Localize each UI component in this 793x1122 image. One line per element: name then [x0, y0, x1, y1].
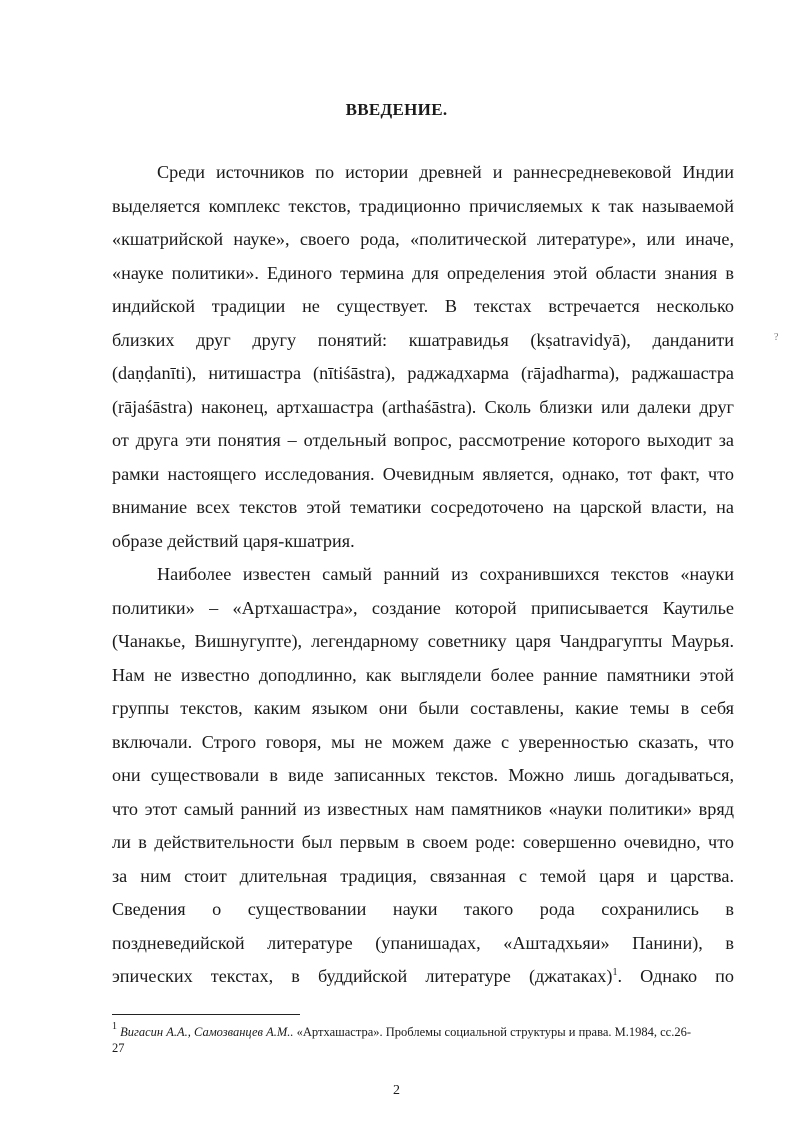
text-line: «науке политики». Единого термина для определения этой области знания в — [112, 262, 734, 283]
page-number: 2 — [393, 1083, 400, 1098]
paragraph-2-last-line — [112, 960, 734, 994]
text-line: они существовали в виде записанных текстов. Можно лишь догадываться, — [112, 765, 734, 785]
text-line: ли в действительности был первым в своем роде: совершенно очевидно, что — [112, 832, 734, 852]
text-line: группы текстов, каким языком они были составлены, какие темы в себя — [112, 698, 734, 718]
margin-mark: ? — [774, 332, 779, 343]
footnote-reference[interactable]: 1 — [612, 967, 618, 978]
text-line: от друга эти понятия – отдельный вопрос, рассмотрение которого выходит за — [112, 430, 734, 450]
text-line: поздневедийской литературе (упанишадах, «Аштадхьяи» Панини), в — [112, 932, 734, 953]
page-title: ВВЕДЕНИЕ. — [345, 100, 448, 119]
text-line: Нам не известно доподлинно, как выглядели более ранние памятники этой — [112, 664, 734, 685]
footnote-text: «Артхашастра». Проблемы социальной структуры и права. М.1984, сс.26- — [293, 1025, 692, 1039]
text-line: рамки настоящего исследования. Очевидным является, однако, тот факт, что — [112, 463, 734, 484]
text-line: что этот самый ранний из известных нам памятников «науки политики» вряд — [112, 798, 734, 819]
text-line: выделяется комплекс текстов, традиционно причисляемых к так называемой — [112, 195, 734, 216]
text-line: Наиболее известен самый ранний из сохранившихся текстов «науки — [157, 564, 734, 584]
text-line: образе действий царя-кшатрия. — [112, 530, 355, 551]
text-line: за ним стоит длительная традиция, связанная с темой царя и царства. — [112, 865, 734, 886]
text-segment: эпических текстах, в буддийской литературе (джатаках) — [112, 966, 613, 986]
text-line: внимание всех текстов этой тематики сосредоточено на царской власти, на — [112, 497, 734, 517]
footnote-authors: Вигасин А.А., Самозванцев А.М.. — [120, 1025, 294, 1039]
text-line: включали. Строго говоря, мы не можем даже с уверенностью сказать, что — [112, 731, 734, 752]
text-segment: . Однако по — [617, 966, 734, 986]
text-line — [112, 960, 734, 994]
text-line: Сведения о существовании науки такого рода сохранились в — [112, 899, 734, 919]
text-line: близких друг другу понятий: кшатравидья (kṣatravidyā), данданити — [112, 329, 734, 350]
footnote — [112, 1021, 734, 1056]
text-line: индийской традиции не существует. В текстах встречается несколько — [112, 296, 734, 316]
footnote-marker: 1 — [112, 1021, 117, 1032]
text-line: (daṇḍanīti), нитишастра (nītiśāstra), раджадхарма (rājadharma), раджашастра — [112, 363, 734, 383]
text-line: (rājaśāstra) наконец, артхашастра (arthaśāstra). Сколь близки или далеки друг — [112, 396, 734, 417]
paragraph-1 — [112, 156, 734, 558]
paragraph-2 — [112, 558, 734, 960]
text-line: политики» – «Артхашастра», создание которой приписывается Каутилье — [112, 597, 734, 618]
text-line: (Чанакье, Вишнугупте), легендарному советнику царя Чандрагупты Маурья. — [112, 631, 734, 651]
footnote-text-continued: 27 — [112, 1041, 125, 1055]
text-line: Среди источников по истории древней и раннесредневековой Индии — [157, 162, 734, 182]
text-line: «кшатрийской науке», своего рода, «политической литературе», или иначе, — [112, 229, 734, 249]
footnote-divider — [112, 1014, 300, 1015]
